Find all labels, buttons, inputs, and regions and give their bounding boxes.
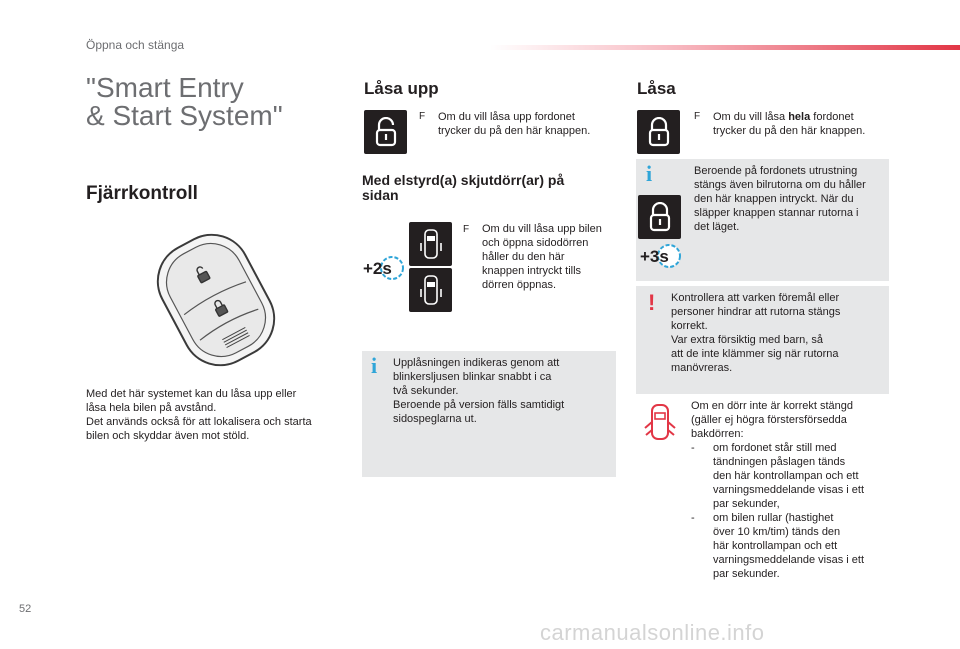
lock-info-line: den här knappen intryckt. När du [694, 193, 854, 205]
page-title [86, 74, 283, 130]
door-list-item [691, 441, 891, 511]
hold-2s-text: +2s [363, 259, 392, 278]
unlock-info-line: blinkersljusen blinkar snabbt i ca [393, 371, 552, 383]
lock-info-line: släpper knappen stannar rutorna i [694, 207, 859, 219]
intro-line: bilen och skyddar även mot stöld. [86, 430, 250, 442]
warning-line: att de inte klämmer sig när rutorna [671, 348, 839, 360]
lock-info-line: det läget. [694, 221, 740, 233]
lock-instruction [713, 110, 893, 138]
door-item-line: om fordonet står still med [713, 442, 837, 454]
intro-line: Det används också för att lokalisera och starta [86, 416, 312, 428]
remote-key-image [147, 230, 285, 375]
sliding-door-text [482, 222, 622, 292]
door-list-item [691, 511, 891, 581]
sliding-bullet: F [463, 224, 470, 235]
unlock-info-line: Upplåsningen indikeras genom att [393, 357, 560, 369]
door-warning-text [691, 399, 891, 581]
title-line-2: & Start System" [86, 100, 283, 131]
door-item-line: par sekunder. [713, 568, 780, 580]
lock-instruction-bold: hela [788, 111, 811, 123]
unlock-info-line: sidospeglarna ut. [393, 413, 477, 425]
warning-line: korrekt. [671, 320, 708, 332]
lock-instruction-line1 [713, 110, 893, 124]
intro-paragraph [86, 387, 346, 443]
hold-2s-badge [362, 256, 406, 285]
sliding-door-right-icon [409, 268, 452, 312]
unlock-bullet: F [419, 111, 426, 122]
lock-hold-button-icon [638, 195, 681, 239]
sliding-text-line: knappen intryckt tills [482, 265, 582, 277]
intro-line: Med det här systemet kan du låsa upp eller [86, 388, 297, 400]
unlock-instruction-line: trycker du på den här knappen. [438, 125, 591, 137]
unlock-heading: Låsa upp [364, 79, 439, 98]
warning-line: Var extra försiktig med barn, så [671, 334, 824, 346]
info-icon: i [371, 353, 378, 378]
door-intro-line: bakdörren: [691, 428, 744, 440]
info-icon: i [646, 161, 653, 186]
door-open-warning-icon [643, 402, 677, 447]
door-item-line: den här kontrollampan och ett [713, 470, 859, 482]
lock-info-line: stängs även bilrutorna om du håller [694, 179, 866, 191]
door-item-line: över 10 km/tim) tänds den [713, 526, 841, 538]
door-intro-line: Om en dörr inte är korrekt stängd [691, 400, 854, 412]
unlock-button-icon [364, 110, 407, 154]
subtitle: Fjärrkontroll [86, 183, 198, 204]
sliding-text-line: dörren öppnas. [482, 279, 556, 291]
lock-warning-box [636, 286, 889, 394]
door-item-line: här kontrollampan och ett [713, 540, 838, 552]
lock-bullet: F [694, 111, 701, 122]
hold-3s-text: +3s [640, 247, 669, 266]
list-dash: - [691, 442, 695, 454]
hold-3s-badge [639, 244, 683, 273]
sliding-text-line: Om du vill låsa upp bilen [482, 223, 602, 235]
lock-warning-text [671, 291, 883, 375]
door-intro-line: (gäller ej högra förstersförsedda [691, 414, 847, 426]
intro-line: låsa hela bilen på avstånd. [86, 402, 217, 414]
sliding-door-left-icon [409, 222, 452, 266]
unlock-info-line: två sekunder. [393, 385, 459, 397]
unlock-info-box [362, 351, 616, 477]
warning-line: manövreras. [671, 362, 733, 374]
watermark: carmanualsonline.info [540, 620, 765, 645]
lock-info-box [636, 159, 889, 281]
sliding-door-heading-line: sidan [362, 187, 399, 203]
door-item-text [713, 511, 864, 581]
unlock-info-line: Beroende på version fälls samtidigt [393, 399, 565, 411]
unlock-instruction [438, 110, 618, 138]
door-item-line: varningsmeddelande visas i ett [713, 554, 865, 566]
lock-info-line: Beroende på fordonets utrustning [694, 165, 858, 177]
lock-heading: Låsa [637, 79, 676, 98]
unlock-info-text [393, 356, 608, 426]
warning-line: Kontrollera att varken föremål eller [671, 292, 840, 304]
lock-instruction-pre: Om du vill låsa [713, 111, 789, 123]
door-item-line: tändningen påslagen tänds [713, 456, 846, 468]
door-item-text [713, 441, 864, 511]
header-accent-bar [490, 45, 960, 50]
sliding-door-heading [362, 173, 564, 203]
title-line-1: "Smart Entry [86, 72, 244, 103]
unlock-instruction-line: Om du vill låsa upp fordonet [438, 111, 575, 123]
lock-instruction-post: fordonet [810, 111, 854, 123]
lock-instruction-line2: trycker du på den här knappen. [713, 125, 866, 137]
page-number: 52 [19, 603, 32, 615]
list-dash: - [691, 512, 695, 524]
lock-button-icon [637, 110, 680, 154]
door-item-line: par sekunder, [713, 498, 780, 510]
door-item-line: varningsmeddelande visas i ett [713, 484, 865, 496]
door-item-line: om bilen rullar (hastighet [713, 512, 834, 524]
section-title: Öppna och stänga [86, 38, 185, 52]
warning-icon: ! [648, 290, 656, 315]
lock-info-text [694, 164, 886, 234]
sliding-text-line: håller du den här [482, 251, 565, 263]
warning-line: personer hindrar att rutorna stängs [671, 306, 841, 318]
sliding-text-line: och öppna sidodörren [482, 237, 589, 249]
sliding-door-heading-line: Med elstyrd(a) skjutdörr(ar) på [362, 172, 565, 188]
